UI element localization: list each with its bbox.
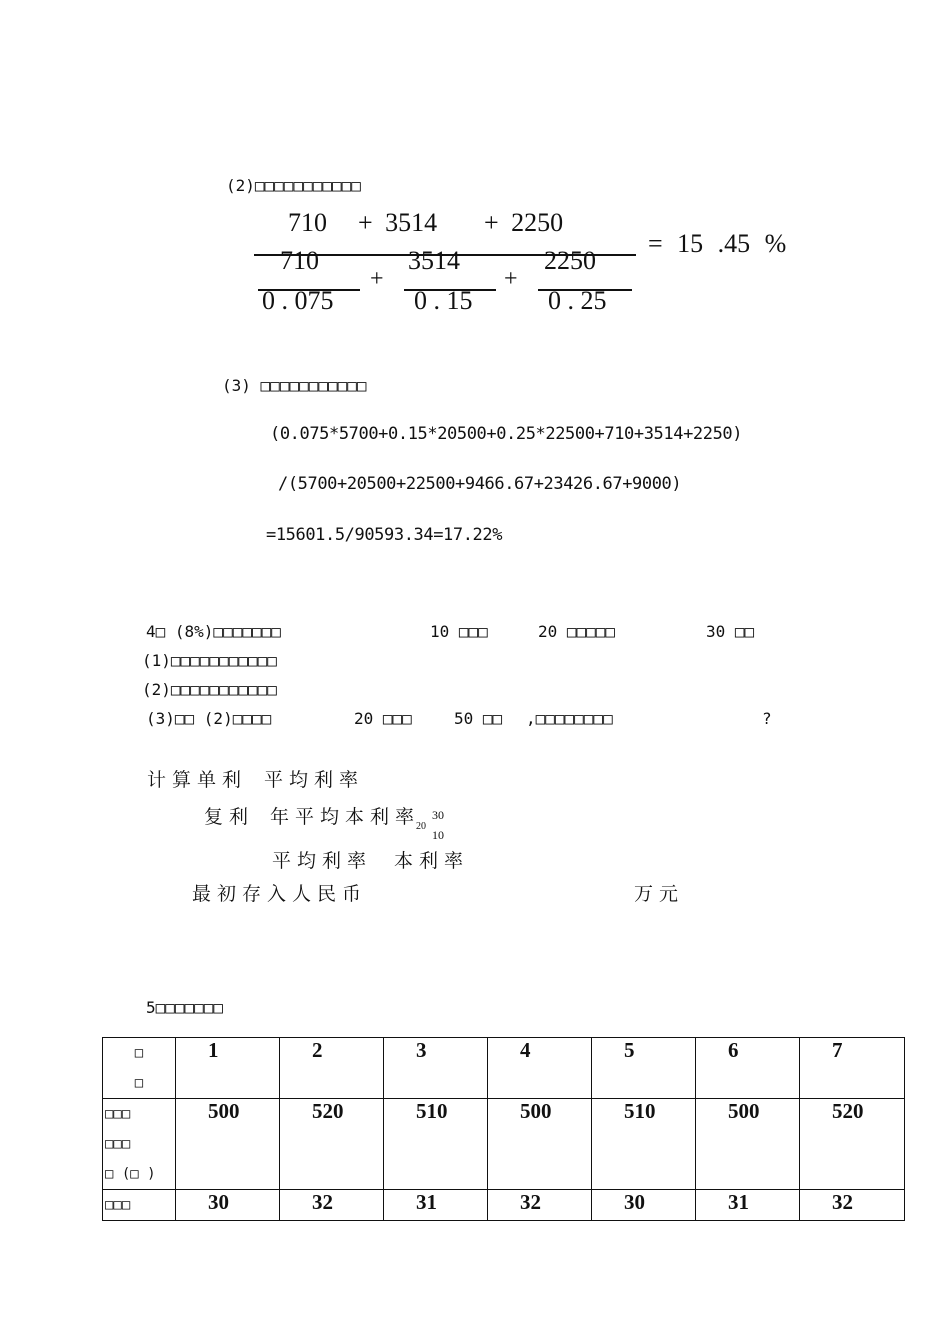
q4-line3: (2)□□□□□□□□□□□: [142, 680, 277, 699]
table-row-label-line: □□□: [105, 1136, 131, 1152]
section3-formula-line2: /(5700+20500+22500+9466.67+23426.67+9000): [278, 474, 682, 494]
table-header-cell: 3: [384, 1038, 488, 1099]
table-cell: 30: [176, 1190, 280, 1221]
q4-line1-c: 20 □□□□□: [538, 622, 616, 641]
table-header-cell: 4: [488, 1038, 592, 1099]
table-cell: 500: [488, 1099, 592, 1190]
table-cell: 510: [384, 1099, 488, 1190]
table-header-cell: 1: [176, 1038, 280, 1099]
section3-formula-line3: =15601.5/90593.34=17.22%: [266, 525, 503, 545]
q5-data-table: [102, 1037, 905, 1221]
calc-row2-a: 复利: [204, 806, 255, 828]
section2-label: (2): [226, 176, 255, 195]
table-header-cell: 5: [592, 1038, 696, 1099]
table-header-cell: 6: [696, 1038, 800, 1099]
section3-heading: [222, 376, 367, 395]
section3-label: (3): [222, 376, 251, 395]
calc-row4-b: 万元: [634, 883, 685, 905]
formula-result: = 15 .45 %: [648, 229, 787, 258]
calc-row1-a: 计算单利: [147, 769, 248, 791]
section3-heading-text: □□□□□□□□□□□: [260, 376, 367, 395]
section2-heading: [226, 176, 361, 195]
q4-line1-d: 30 □□: [706, 622, 755, 641]
table-cell: 510: [592, 1099, 696, 1190]
table-cell: 31: [384, 1190, 488, 1221]
q4-line4-b: 20 □□□: [354, 709, 412, 728]
calc-row2-b: 年平均本利率: [270, 806, 421, 828]
q5-title: 5□□□□□□□: [146, 998, 224, 1017]
table-cell: 520: [280, 1099, 384, 1190]
formula-den-top-3: 2250: [544, 246, 596, 275]
table-header-cell: 7: [800, 1038, 905, 1099]
formula-den-top-1: 710: [280, 246, 319, 275]
table-header-row: [103, 1038, 905, 1099]
table-cell: 31: [696, 1190, 800, 1221]
table-header-cell: 2: [280, 1038, 384, 1099]
table-cell: 520: [800, 1099, 905, 1190]
calc-row4-a: 最初存入人民币: [192, 883, 368, 905]
table-row-label-line: □□□: [105, 1106, 131, 1122]
table-cell: 500: [696, 1099, 800, 1190]
table-cell: 500: [176, 1099, 280, 1190]
calc-superscript: 30: [432, 808, 444, 822]
table-row: [103, 1099, 905, 1190]
q4-line4-a: (3)□□ (2)□□□□: [146, 709, 272, 728]
table-cell: 32: [800, 1190, 905, 1221]
table-cell: 30: [592, 1190, 696, 1221]
formula-plus-1: +: [370, 266, 384, 292]
formula-den-bottom-3: 0 . 25: [548, 286, 607, 315]
q4-line1-a: 4□ (8%)□□□□□□□: [146, 622, 281, 641]
table-row-label-line: □□□: [105, 1197, 131, 1213]
section2-heading-text: □□□□□□□□□□□: [254, 176, 361, 195]
q4-line4-e: ?: [762, 709, 772, 728]
table-row-label-line: □ (□ ): [105, 1166, 156, 1182]
table-cell: 32: [280, 1190, 384, 1221]
formula-numerator-2250: + 2250: [484, 208, 564, 237]
table-header-label-line: □: [134, 1075, 144, 1091]
table-row: [103, 1190, 905, 1221]
table-header-label: [103, 1038, 176, 1099]
calc-root-index: 20: [416, 821, 426, 832]
calc-row1-b: 平均利率: [264, 769, 365, 791]
q4-line1-b: 10 □□□: [430, 622, 488, 641]
formula-plus-2: +: [504, 266, 518, 292]
q4-line2: (1)□□□□□□□□□□□: [142, 651, 277, 670]
formula-den-top-2: 3514: [408, 246, 460, 275]
calc-subscript: 10: [432, 828, 444, 842]
table-row-label: [103, 1190, 176, 1221]
formula-den-bottom-1: 0 . 075: [262, 286, 334, 315]
q4-line4-d: ,□□□□□□□□: [526, 709, 613, 728]
section3-formula-line1: (0.075*5700+0.15*20500+0.25*22500+710+3514+2250): [270, 424, 743, 444]
calc-row3-b: 本利率: [394, 850, 470, 872]
calc-row3-a: 平均利率: [272, 850, 373, 872]
formula-numerator-710: 710: [288, 208, 327, 237]
formula-numerator-3514: + 3514: [358, 208, 438, 237]
table-cell: 32: [488, 1190, 592, 1221]
table-row-label: [103, 1099, 176, 1190]
table-header-label-line: □: [134, 1045, 144, 1061]
formula-den-bottom-2: 0 . 15: [414, 286, 473, 315]
q4-line4-c: 50 □□: [454, 709, 503, 728]
